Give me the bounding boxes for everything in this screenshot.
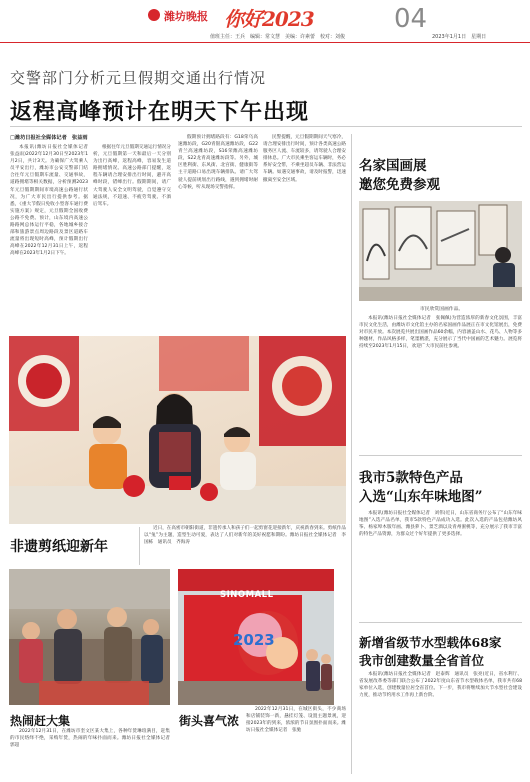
column-divider	[351, 134, 352, 774]
page-number: 04	[394, 4, 428, 34]
papercut-title: 非遗剪纸迎新年	[10, 539, 108, 555]
gallery-scene-illustration	[359, 201, 522, 301]
story-kicker: 交警部门分析元旦假期交通出行情况	[10, 69, 267, 87]
headline-divider	[10, 126, 522, 127]
products-title-line-2: 入选“山东年味地图”	[359, 489, 483, 505]
market-caption: 2022年12月31日，在潍坊市奎文区某大集上，各种年货琳琅满目，赶集的市民络绎不绝，采购年货，热闹的年味扑面而来。潍坊日报社全媒体记者 郭超	[10, 729, 175, 749]
masthead-rule	[0, 42, 530, 43]
gallery-body: 本报讯(潍坊日报社全媒体记者 张佩佩)为营造浓厚的新春文化氛围，丰富市民文化生活，由潍坊市文化馆主办的名家国画作品展正在市文化馆展出，免费对市民开放。本次展览共展出国画作品60余幅，内容涵盖山水、花鸟、人物等多种题材，作品风格多样，笔墨精湛，充分展示了当代中国画的艺术魅力。展览将持续至2023年1月15日，欢迎广大市民前往参观。	[359, 316, 522, 350]
story-byline: □潍坊日报社全媒体记者 张益雨	[10, 135, 88, 141]
water-title-line-2: 我市创建数量全省首位	[359, 653, 485, 668]
street-sign-brand: SINOMALL	[220, 590, 274, 600]
caption-divider	[139, 527, 140, 565]
products-body: 本报讯(潍坊日报社全媒体记者 刘伟)近日，山东省商务厅公布了“山东年味地图”入选产品名单，我市5款特色产品成功入选。此次入选的产品包括潍坊风筝、杨家埠木版年画、潍县萝卜、景芝酒以及青州蜜桃等，充分展示了我市丰富的特色产品资源，为群众过个好年提供了更多选择。	[359, 511, 522, 538]
right-divider-2	[359, 622, 522, 623]
products-title-line-1: 我市5款特色产品	[359, 470, 463, 486]
street-sign-year: 2023	[233, 631, 275, 649]
editor-credits: 值班主任：王兵 编辑：常文慧 美编：许素蕾 校对：刘俊	[210, 34, 346, 40]
street-title: 街头喜气浓	[179, 714, 240, 728]
paper-logo-icon	[148, 9, 160, 21]
masthead-slogan: 你好2023	[224, 7, 314, 31]
street-caption: 2022年12月31日，在城区街头，不少商场和店铺装饰一新，悬挂灯笼、设置主题景观，迎接2023年的到来，浓浓的节日氛围扑面而来。潍坊日报社全媒体记者 张驰	[246, 707, 346, 734]
story-headline: 返程高峰预计在明天下午出现	[10, 99, 310, 125]
water-body: 本报讯(潍坊日报社全媒体记者 赵泰辉 通讯员 张亮)近日，省水利厅、省发展改革委等部门联合公布了2022年度山东省节水型载体名单，我市共有68家单位入选，创建数量位居全省首位。下一步，我市将继续加大节水型社会建设力度，推动节约用水工作再上新台阶。	[359, 672, 522, 699]
gallery-photo-caption: 市民欣赏国画作品。	[420, 307, 464, 312]
story-column-4: 民警提醒，元旦假期期间天气寒冷，请合理安排出行时间，预计各类高速公路服务区人流、车流较多，请驾驶人合理安排休息。广大市民乘坐客运车辆时，务必系好安全带，不乘坐超员车辆、非法营运车辆。如遇交通事故，请及时报警，迅速撤离至安全区域。	[263, 135, 346, 183]
story-column-2: 根据往年元旦假期交通运行情况分析，元旦假期第一天和最后一天分别为出行高峰，返程高峰，容易发生道路拥堵情况。高速公路部门提醒，返程车辆请合理安排出行时间，避开高峰时段，错峰出行。假期期间，请广大驾驶人安全文明驾驶，自觉遵守交通法规，不超速、不疲劳驾驶、不酒后驾车。	[93, 145, 171, 207]
story-column-3: 假期预计拥堵路段有：G18荣乌高速潍坊段，G20青银高速潍坊段，G22青兰高速潍坊段，S16荣潍高速潍坊段，S22龙青高速潍坊段等。另外，城区胜利街、东风街、北宫街、健康街等主干道路口易出现车辆排队。请广大驾驶人提前规划出行路线，遇到拥堵时耐心等候，听从现场交警指挥。	[178, 135, 258, 190]
story-column-1: 本报讯(潍坊日报社全媒体记者 张益雨)2022年12月30日至2023年1月2日，共计3天。为确保广大驾乘人员平安出行，潍坊市公安交警部门结合往年元旦假期车流量、交通事故，道路拥堵等相关数据，分析预测2023年元旦假期期间市境高速公路通行状况，为广大市民出行提供参考。据悉，《重大节假日免收小型客车通行费实施方案》规定，元旦假期全国收费公路不免费。预计，山东境内高速公路路网总体运行平稳，各地城乡接合部和旅游景点周边路段及景区道路车流量将出现短时高峰，预计假期出行高峰在2022年12月31日上午，返程高峰在2023年1月2日下午。	[10, 145, 93, 257]
market-photo	[9, 569, 170, 705]
street-photo	[178, 569, 334, 705]
gallery-photo	[359, 201, 522, 301]
issue-date: 2023年1月1日 星期日	[432, 34, 487, 40]
gallery-title-line-1: 名家国画展	[359, 158, 427, 174]
market-scene-illustration	[9, 569, 170, 705]
right-divider-1	[359, 455, 522, 456]
paper-name: 潍坊晚报	[164, 10, 208, 23]
papercut-caption: 近日，在高密市朝阳街道，非遗传承人和孩子们一起剪窗花迎接新年，庆祝新春到来。剪纸作品以“兔”为主题，造型生动可爱，表达了人们对新年的美好祝愿和期盼。潍坊日报社全媒体记者 李国栋 通讯员 齐海涛	[144, 526, 346, 546]
papercut-scene-illustration	[9, 336, 346, 524]
market-title: 热闹赶大集	[10, 714, 71, 728]
water-title-line-1: 新增省级节水型载体68家	[359, 635, 502, 650]
gallery-title-line-2: 邀您免费参观	[359, 177, 440, 193]
papercut-photo	[9, 336, 346, 524]
